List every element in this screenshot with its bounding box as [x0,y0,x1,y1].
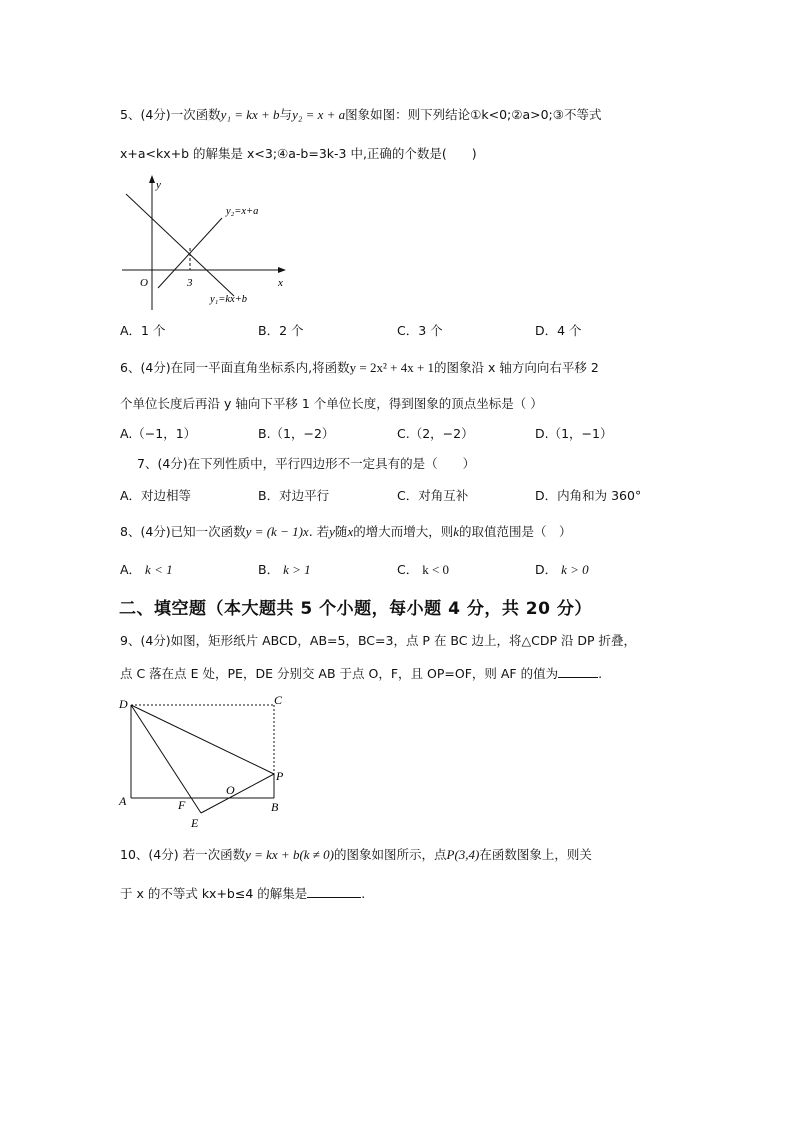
q5-option-a[interactable]: A．1 个 [120,323,166,338]
q6-line1 [120,359,599,377]
q6-option-c[interactable]: C.（2，−2） [397,426,474,441]
q9-label-a: A [119,794,127,808]
q8-var-k: k [453,524,460,539]
q8-formula: y = (k − 1)x [245,524,309,539]
q6-option-d[interactable]: D.（1，−1） [535,426,613,441]
q10-suffix: 在函数图象上，则关 [479,847,592,862]
q9-line2-text: 点 C 落在点 E 处，PE，DE 分别交 AB 于点 O，F，且 OP=OF，则 AF 的值为 [120,666,559,681]
q7-option-a[interactable]: A．对边相等 [120,488,192,503]
section-2-heading: 二、填空题（本大题共 5 个小题，每小题 4 分，共 20 分） [119,599,592,619]
q8-option-b-math: k > 1 [283,562,311,577]
q10-line2 [120,885,365,903]
q5-x-label: x [278,277,283,289]
q8-option-a-letter: A． [120,562,142,577]
q10-formula: y = kx + b(k ≠ 0) [245,847,335,862]
q5-suffix: 图象如图：则下列结论①k<0;②a>0;③不等式 [345,107,602,122]
q9-line2-end: . [598,666,603,681]
q7-option-c[interactable]: C．对角互补 [397,488,469,503]
q9-line-dp [131,705,274,774]
q6-prefix: 6、(4分)在同一平面直角坐标系内,将函数 [120,360,350,375]
q7-text: 7、(4分)在下列性质中，平行四边形不一定具有的是（ ） [137,456,476,471]
q10-mid: 的图象如图所示，点 [334,847,447,862]
q8-suffix2: 的取值范围是（ ） [459,524,572,539]
q5-origin-label: O [140,277,148,289]
q5-func2: y₂ = x + a [292,107,346,122]
q9-line1: 9、(4分)如图，矩形纸片 ABCD，AB=5，BC=3，点 P 在 BC 边上，将△CDP 沿 DP 折叠， [120,633,637,648]
q8-option-d[interactable] [535,561,589,579]
q10-line2-text: 于 x 的不等式 kx+b≤4 的解集是 [120,886,308,901]
q7-option-d[interactable]: D．内角和为 360° [535,488,642,503]
q5-figure [118,170,298,315]
q8-var-x: x [347,524,354,539]
q5-func1: y₁ = kx + b [220,107,280,122]
q6-formula: y = 2x² + 4x + 1 [349,360,435,375]
q6-suffix: 的图象沿 x 轴方向向右平移 2 [434,360,599,375]
q5-mid: 与 [279,107,293,122]
q8-mid: . 若 [308,524,330,539]
q9-figure [114,690,294,835]
q10-point: P(3,4) [446,847,480,862]
q9-label-e: E [191,816,199,830]
q9-label-o: O [226,783,235,797]
q10-prefix: 10、(4分) 若一次函数 [120,847,246,862]
q10-answer-blank[interactable] [307,885,361,898]
q9-label-f: F [178,798,186,812]
q5-option-b[interactable]: B．2 个 [258,323,304,338]
q6-line2: 个单位长度后再沿 y 轴向下平移 1 个单位长度，得到图象的顶点坐标是（ ） [120,396,543,411]
q9-line-ep [201,774,274,813]
q8-suffix: 的增大而增大，则 [353,524,454,539]
q9-answer-blank[interactable] [558,665,598,678]
q5-y-label: y [156,179,161,191]
q8-var-y: y [329,524,335,539]
q5-prefix: 5、(4分)一次函数 [120,107,221,122]
q8-option-b[interactable] [258,561,311,579]
q5-line2-label: y₁=kx+b [210,294,248,305]
q8-mid2: 随 [334,524,348,539]
q7-option-b[interactable]: B．对边平行 [258,488,330,503]
q8-option-b-letter: B． [258,562,280,577]
q6-option-a[interactable]: A.（−1，1） [120,426,197,441]
q5-option-d[interactable]: D．4 个 [535,323,582,338]
q9-label-b: B [271,800,279,814]
q8-option-d-letter: D． [535,562,558,577]
q5-line1-label: y₂=x+a [226,206,259,217]
q9-label-d: D [119,697,128,711]
q10-line2-end: . [361,886,366,901]
q9-label-c: C [274,693,283,707]
q6-option-b[interactable]: B.（1，−2） [258,426,335,441]
q9-line2 [120,665,602,683]
q8-option-a[interactable] [120,561,173,579]
q5-option-c[interactable]: C．3 个 [397,323,443,338]
q5-line2: x+a<kx+b 的解集是 x<3;④a-b=3k-3 中,正确的个数是( ) [120,146,477,161]
q8-option-c-math: k < 0 [422,562,450,577]
q8-option-c[interactable] [397,561,449,579]
q8-option-c-letter: C． [397,562,419,577]
q9-label-p: P [276,769,284,783]
q9-line-de [131,705,201,813]
q8-option-a-math: k < 1 [145,562,173,577]
q8-prefix: 8、(4分)已知一次函数 [120,524,246,539]
q8-option-d-math: k > 0 [561,562,589,577]
q10-line1 [120,846,592,864]
q5-tick-label: 3 [187,277,193,289]
q5-line1 [120,106,601,124]
q5-y-arrow [149,175,155,183]
q8-line1 [120,523,572,541]
q5-x-arrow [278,267,286,273]
